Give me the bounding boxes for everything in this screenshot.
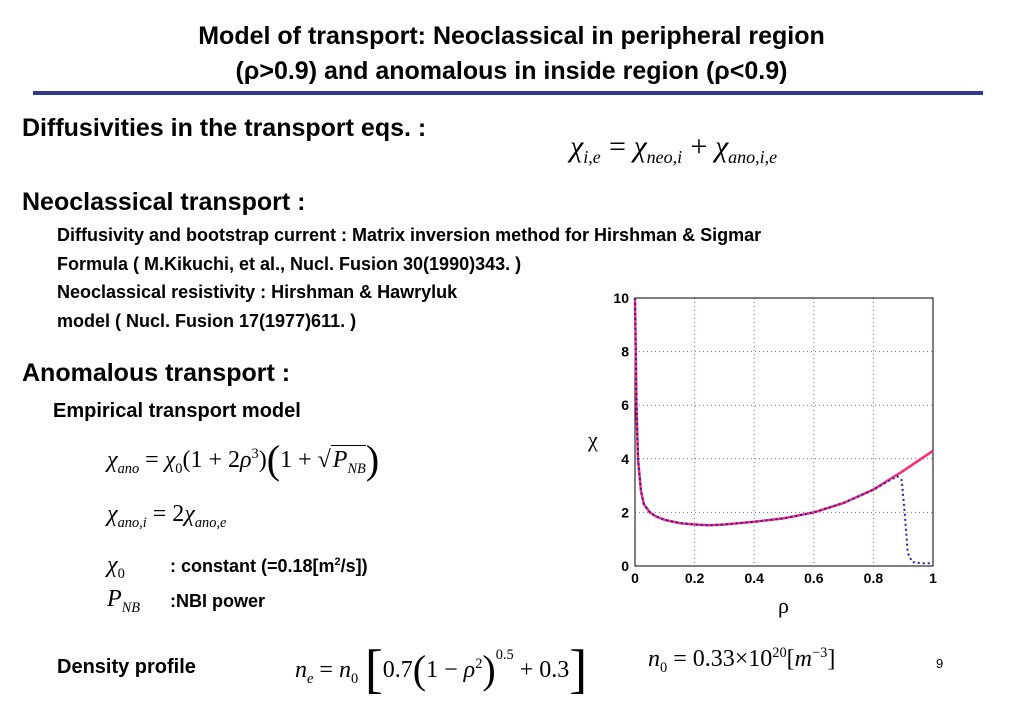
y-tick-label: 10 xyxy=(613,290,629,306)
x-axis-label: ρ xyxy=(778,593,789,618)
diffusivities-heading: Diffusivities in the transport eqs. : xyxy=(22,114,427,142)
anomalous-heading: Anomalous transport : xyxy=(22,359,291,387)
series-total-chi-line xyxy=(635,298,933,525)
pnb-symbol: $P_{NB}$ xyxy=(107,586,141,616)
x-tick-label: 0.6 xyxy=(804,570,824,586)
slide-title-line-2: (ρ>0.9) and anomalous in inside region (ρ<0.9) xyxy=(235,57,788,85)
page-number: 9 xyxy=(936,656,944,671)
neoclassical-line-3: Neoclassical resistivity : Hirshman & Hawryluk xyxy=(57,282,458,302)
chi-profile-chart xyxy=(580,285,950,625)
chi-ano-ion-equation: $\chi_{ano,i} = 2\chi_{ano,e}$ xyxy=(107,501,227,531)
y-axis-label: χ xyxy=(588,427,598,452)
y-tick-labels xyxy=(613,290,629,574)
y-tick-label: 8 xyxy=(621,343,629,360)
y-tick-label: 6 xyxy=(621,397,629,414)
y-tick-label: 4 xyxy=(621,450,629,467)
neoclassical-line-2: Formula ( M.Kikuchi, et al., Nucl. Fusion 30(1990)343. ) xyxy=(57,254,522,274)
density-profile-equation: $n_e = n_0$ $[0.7(1 - \rho^2)^{0.5} + 0.3]$ xyxy=(295,639,588,699)
title-divider xyxy=(33,91,983,95)
chi-zero-description: : constant $(=0.18[m^2/s])$ xyxy=(170,556,368,576)
density-n0-equation: $n_0 = 0.33\times 10^{20}[m^{-3}]$ xyxy=(648,645,836,676)
y-tick-label: 2 xyxy=(621,504,629,521)
chart-grid xyxy=(635,298,933,566)
chi-ano-equation: $\chi_{ano} = \chi_0(1 + 2\rho^3)(1 + √P_{NB})$ xyxy=(107,437,380,482)
x-tick-label: 0.8 xyxy=(863,570,884,586)
chi-zero-symbol: $\chi_0$ xyxy=(107,552,125,582)
density-profile-label: Density profile xyxy=(57,656,196,678)
neoclassical-heading: Neoclassical transport : xyxy=(22,188,306,216)
neoclassical-line-4: model ( Nucl. Fusion 17(1977)611. ) xyxy=(57,311,357,331)
diffusivity-sum-equation: $\chi_{i,e} = \chi_{neo,i} + \chi_{ano,i,e}$ xyxy=(570,130,778,167)
x-tick-label: 1 xyxy=(929,570,937,586)
y-tick-label: 0 xyxy=(621,558,629,574)
plot-frame xyxy=(635,298,933,566)
anomalous-subheading: Empirical transport model xyxy=(53,400,301,422)
x-tick-label: 0.2 xyxy=(684,570,705,586)
slide-title-line-1: Model of transport: Neoclassical in peripheral region xyxy=(198,22,825,50)
pnb-description: :NBI power xyxy=(170,591,266,611)
x-tick-label: 0 xyxy=(631,570,639,586)
x-tick-labels xyxy=(631,570,937,586)
neoclassical-line-1: Diffusivity and bootstrap current : Matrix inversion method for Hirshman & Sigmar xyxy=(57,225,762,245)
x-tick-label: 0.4 xyxy=(744,570,764,586)
